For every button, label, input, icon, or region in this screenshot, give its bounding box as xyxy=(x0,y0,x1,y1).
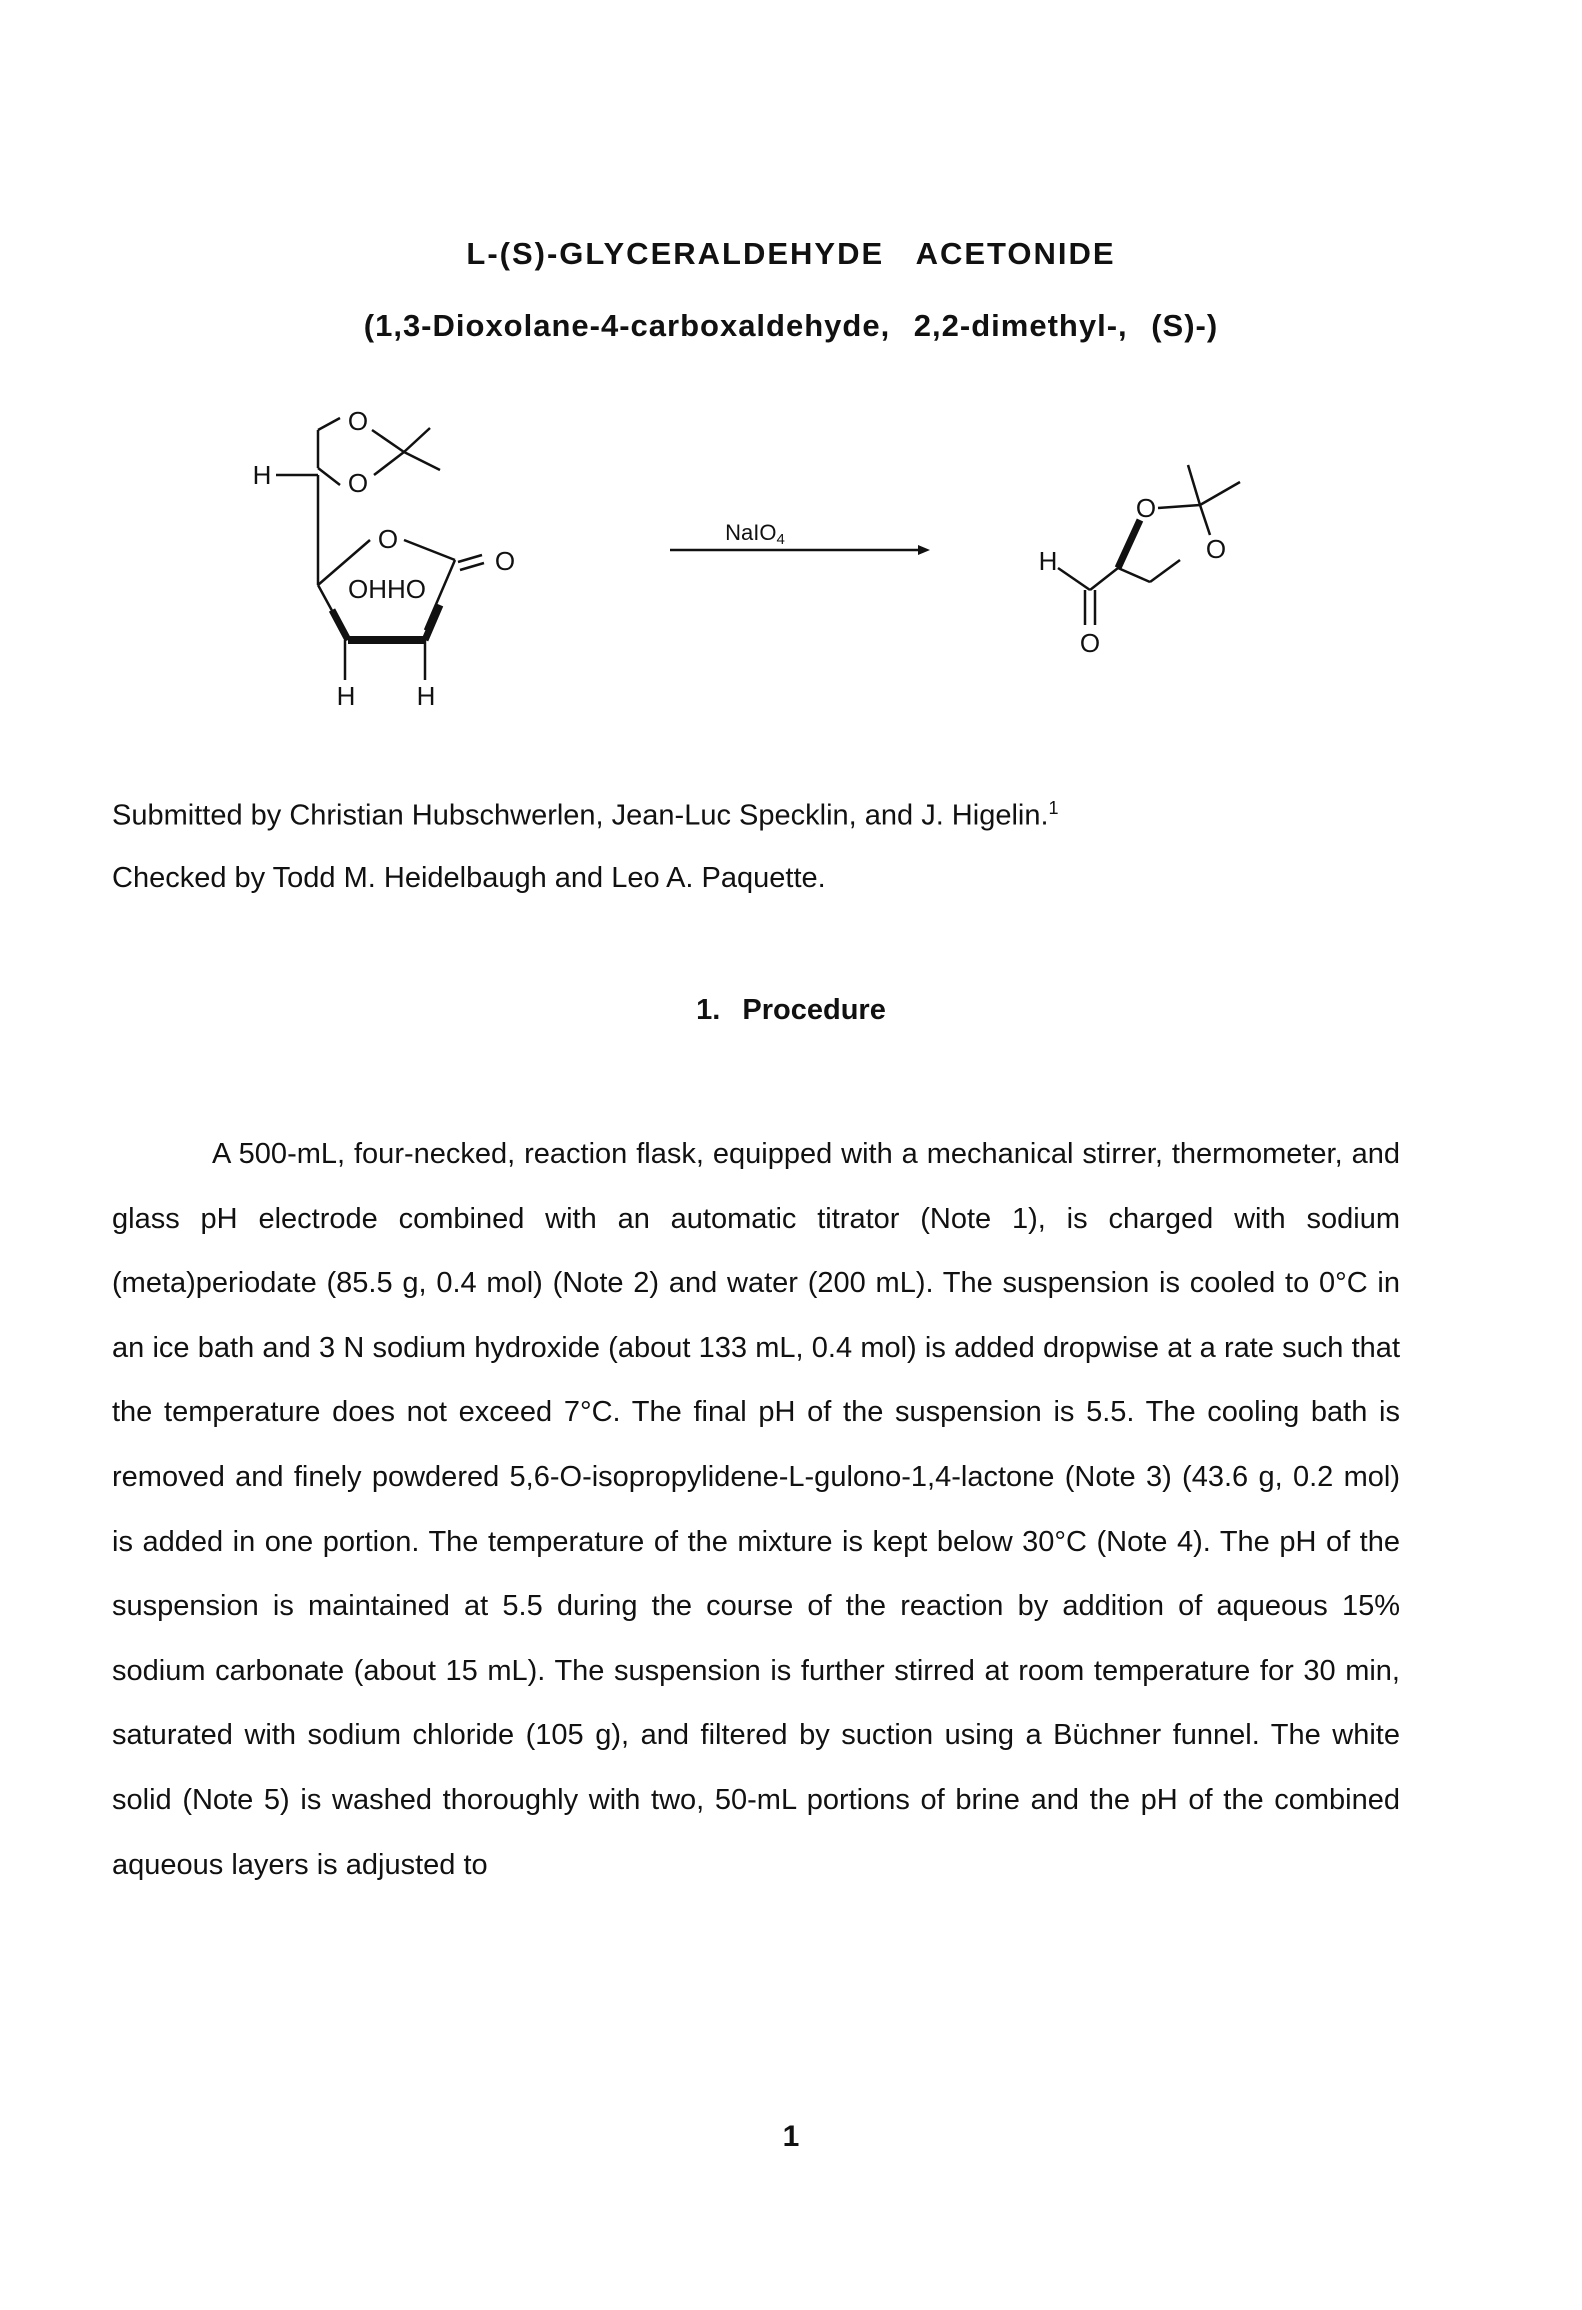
document-subtitle: (1,3-Dioxolane-4-carboxaldehyde, 2,2-dimethyl-, (S)-) xyxy=(363,308,1219,343)
checked-by: Checked by Todd M. Heidelbaugh and Leo A. Paquette. xyxy=(112,862,826,894)
left-h2: H xyxy=(416,681,436,711)
section-heading: 1. Procedure xyxy=(696,994,886,1026)
right-h: H xyxy=(1038,546,1058,576)
left-ohho: OHHO xyxy=(348,574,426,604)
submitted-by: Submitted by Christian Hubschwerlen, Jean-Luc Specklin, and J. Higelin.$^1$ xyxy=(112,798,1059,832)
left-h-side: H xyxy=(252,460,272,490)
left-o-carbonyl: O xyxy=(494,546,516,576)
footnote-marker: 1 xyxy=(1048,798,1059,818)
reaction-scheme xyxy=(0,360,1582,740)
left-o-top: O xyxy=(347,406,369,436)
left-o-ring: O xyxy=(377,524,399,554)
left-h1: H xyxy=(336,681,356,711)
left-o-mid: O xyxy=(347,468,369,498)
right-o-ring1: O xyxy=(1135,493,1157,523)
right-o-ring2: O xyxy=(1205,534,1227,564)
procedure-paragraph: A 500-mL, four-necked, reaction flask, equipped with a mechanical stirrer, thermometer, and glass pH electrode combined with an automatic titrator (Note 1), is charged with sodium (meta)periodate (85.5 g, 0.4 mol) (Note 2) and water (200 mL). The suspension is cooled to 0°C in an ice bath and 3 N sodium hydroxide (about 133 mL, 0.4 mol) is added dropwise at a rate such that the temperature does not exceed 7°C. The final pH of the suspension is 5.5. The cooling bath is removed and finely powdered 5,6-O-isopropylidene-L-gulono-1,4-lactone (Note 3) (43.6 g, 0.2 mol) is added in one portion. The temperature of the mixture is kept below 30°C (Note 4). The pH of the suspension is maintained at 5.5 during the course of the reaction by addition of aqueous 15% sodium carbonate (about 15 mL). The suspension is further stirred at room temperature for 30 min, saturated with sodium chloride (105 g), and filtered by suction using a Büchner funnel. The white solid (Note 5) is washed thoroughly with two, 50-mL portions of brine and the pH of the combined aqueous layers is adjusted to xyxy=(112,1138,1400,1881)
reagent-label: NaIO4 xyxy=(725,520,785,548)
page-number: 1 xyxy=(782,2120,800,2153)
arrow-head xyxy=(918,545,930,555)
document-title: L-(S)-GLYCERALDEHYDE ACETONIDE xyxy=(466,236,1116,271)
right-o-carbonyl: O xyxy=(1079,628,1101,658)
